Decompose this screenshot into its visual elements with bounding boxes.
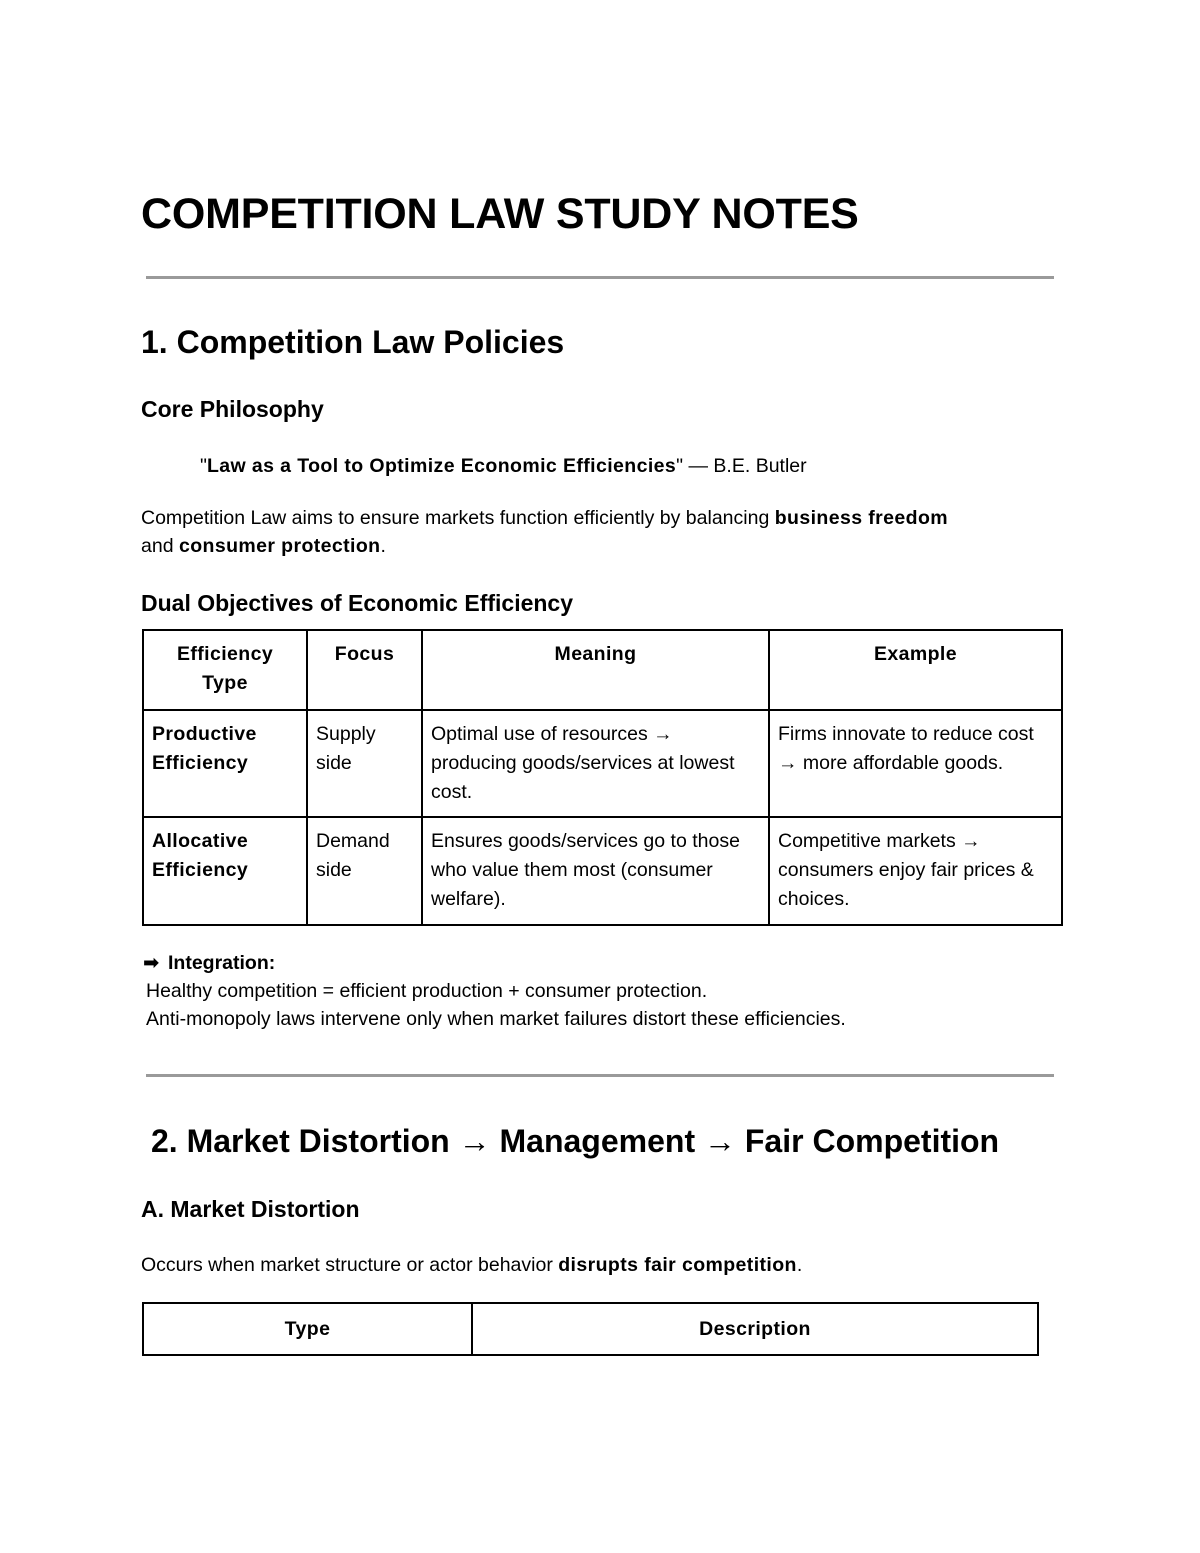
table-cell: Firms innovate to reduce cost → more affordable goods. bbox=[769, 710, 1062, 817]
horizontal-divider bbox=[146, 1074, 1054, 1077]
bold-disrupts-fair-competition: disrupts fair competition bbox=[558, 1254, 797, 1276]
integration-label: ➡ Integration: bbox=[143, 949, 275, 977]
quote-open-mark: " bbox=[200, 455, 207, 477]
quote-attribution: — B.E. Butler bbox=[683, 455, 807, 477]
efficiency-table bbox=[142, 629, 1063, 926]
table-cell: Ensures goods/services go to those who value them most (consumer welfare). bbox=[422, 817, 769, 925]
horizontal-divider bbox=[146, 276, 1054, 279]
table-cell: Allocative Efficiency bbox=[143, 817, 307, 925]
column-header: Efficiency Type bbox=[143, 630, 307, 710]
integration-line-1: Healthy competition = efficient production + consumer protection. bbox=[146, 980, 708, 1002]
column-header: Meaning bbox=[422, 630, 769, 710]
intro-text-1: Competition Law aims to ensure markets function efficiently by balancing bbox=[141, 507, 775, 529]
core-philosophy-heading: Core Philosophy bbox=[141, 396, 324, 422]
intro-bold-business-freedom: business freedom bbox=[774, 507, 949, 529]
quote-text: Law as a Tool to Optimize Economic Efficiencies bbox=[206, 455, 677, 477]
table-cell: Demand side bbox=[307, 817, 422, 925]
market-distortion-heading: A. Market Distortion bbox=[141, 1196, 360, 1222]
section-2-heading: 2. Market Distortion → Management → Fair Competition bbox=[151, 1123, 1000, 1159]
table-cell: Productive Efficiency bbox=[143, 710, 307, 817]
integration-line-2: Anti-monopoly laws intervene only when market failures distort these efficiencies. bbox=[146, 1008, 846, 1030]
table-row bbox=[143, 817, 1062, 925]
distortion-type-table bbox=[142, 1302, 1039, 1356]
table-cell: Supply side bbox=[307, 710, 422, 817]
right-arrow-icon: ➡ bbox=[143, 952, 160, 974]
section-1-heading: 1. Competition Law Policies bbox=[141, 324, 565, 360]
table-cell: Competitive markets → consumers enjoy fair prices & choices. bbox=[769, 817, 1062, 925]
intro-paragraph bbox=[141, 504, 948, 560]
table-row bbox=[143, 710, 1062, 817]
column-header: Type bbox=[143, 1303, 472, 1355]
quote-close-mark: " bbox=[676, 455, 684, 477]
intro-text-2: and bbox=[141, 535, 179, 557]
intro-text-3: . bbox=[380, 535, 386, 557]
table-header-row bbox=[143, 1303, 1038, 1355]
market-distortion-text: Occurs when market structure or actor behavior disrupts fair competition. bbox=[141, 1254, 803, 1276]
document-title: COMPETITION LAW STUDY NOTES bbox=[141, 190, 859, 238]
column-header: Example bbox=[769, 630, 1062, 710]
intro-bold-consumer-protection: consumer protection bbox=[178, 535, 381, 557]
column-header: Description bbox=[472, 1303, 1038, 1355]
column-header: Focus bbox=[307, 630, 422, 710]
dual-objectives-heading: Dual Objectives of Economic Efficiency bbox=[141, 590, 574, 616]
philosophy-quote bbox=[200, 452, 807, 480]
table-header-row bbox=[143, 630, 1062, 710]
table-cell: Optimal use of resources → producing goods/services at lowest cost. bbox=[422, 710, 769, 817]
